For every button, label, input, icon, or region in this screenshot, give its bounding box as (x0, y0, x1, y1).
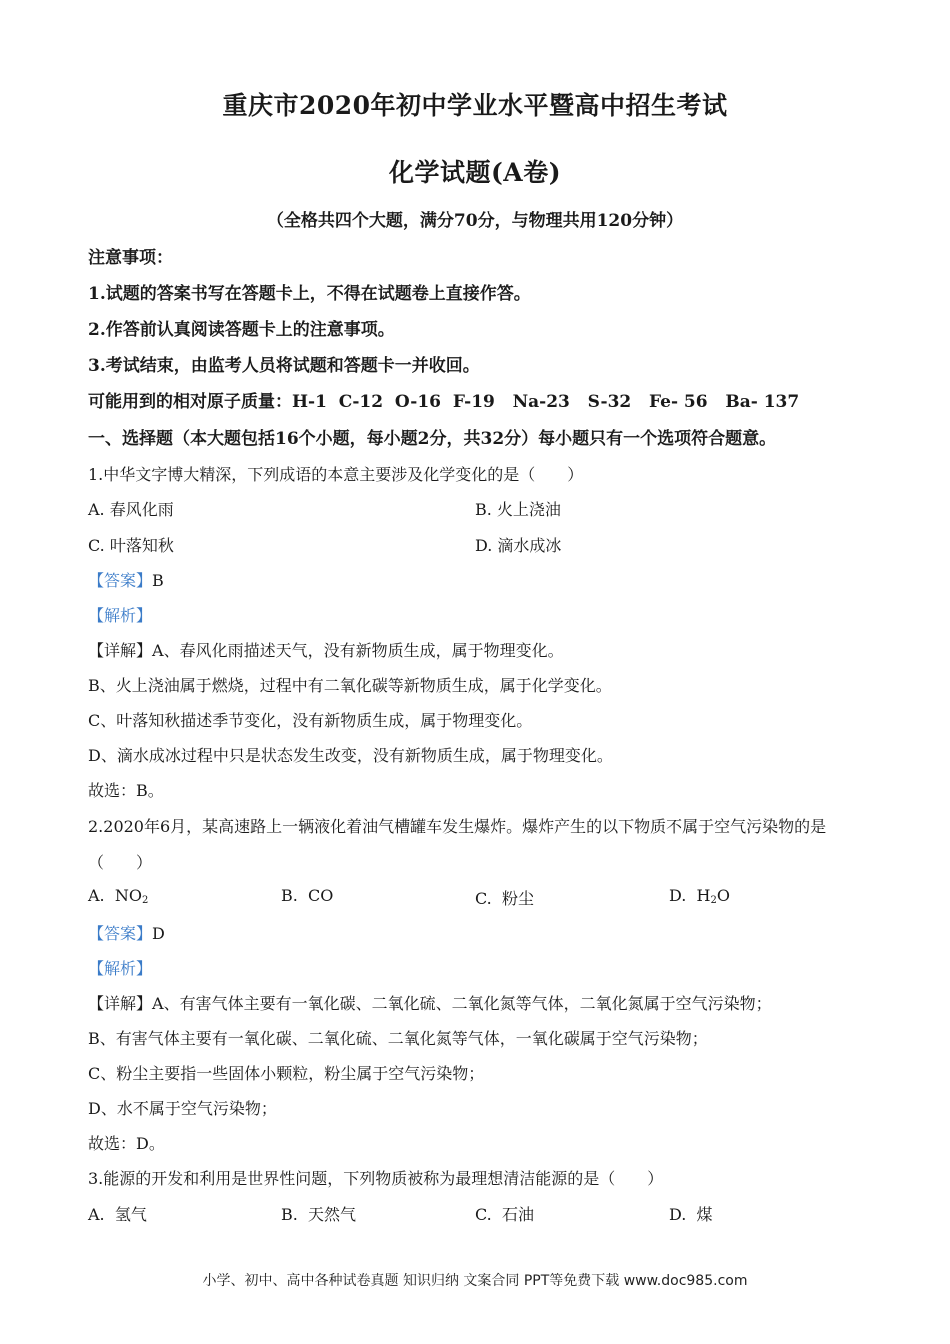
exam-subtitle: 化学试题(A卷) (388, 158, 562, 187)
answer-tag: 【答案】 (88, 571, 153, 590)
option-b: B. 火上浇油 (475, 500, 561, 519)
option-label: C. (475, 1205, 492, 1224)
answer-tag: 【答案】 (88, 924, 153, 943)
detail-line: 故选：B。 (88, 781, 164, 800)
question-stem-cont: （ ） (88, 853, 153, 872)
detail-line: C、叶落知秋描述季节变化，没有新物质生成，属于物理变化。 (88, 711, 533, 730)
option-c (475, 886, 534, 909)
analysis-tag: 【解析】 (88, 606, 153, 625)
option-d: D. 滴水成冰 (475, 536, 562, 555)
analysis-tag: 【解析】 (88, 959, 153, 978)
detail-line: B、有害气体主要有一氧化碳、二氧化硫、二氧化氮等气体，一氧化碳属于空气污染物； (88, 1029, 708, 1048)
detail-line: C、粉尘主要指一些固体小颗粒，粉尘属于空气污染物； (88, 1064, 485, 1083)
question-stem: 3.能源的开发和利用是世界性问题，下列物质被称为最理想清洁能源的是（ ） (88, 1169, 664, 1188)
option-label: C. (475, 889, 492, 908)
option-text: 氢气 (114, 1205, 147, 1224)
option-c: C. 叶落知秋 (88, 536, 174, 555)
detail-line: 故选：D。 (88, 1134, 165, 1153)
notice-item: 3.考试结束，由监考人员将试题和答题卡一并收回。 (88, 356, 480, 376)
detail-text: A、有害气体主要有一氧化碳、二氧化硫、二氧化氮等气体，二氧化氮属于空气污染物； (152, 994, 772, 1013)
option-label: A. (88, 1205, 105, 1224)
option-label: B. (281, 1205, 298, 1224)
detail-line: B、火上浇油属于燃烧，过程中有二氧化碳等新物质生成，属于化学变化。 (88, 676, 612, 695)
option-a (88, 886, 148, 906)
option-text: O (716, 886, 730, 905)
detail-line: D、滴水成冰过程中只是状态发生改变，没有新物质生成，属于物理变化。 (88, 746, 613, 765)
notice-heading: 注意事项： (88, 248, 173, 268)
exam-note: （全格共四个大题，满分70分，与物理共用120分钟） (266, 211, 684, 231)
option-label: D. (669, 886, 687, 905)
atomic-mass-line: 可能用到的相对原子质量：H-1 C-12 O-16 F-19 Na-23 S-32 Fe- 56 Ba- 137 (88, 392, 800, 412)
question-stem: 2.2020年6月，某高速路上一辆液化着油气槽罐车发生爆炸。爆炸产生的以下物质不属于空气污染物的是 (88, 817, 827, 836)
detail-tag: 【详解】 (88, 994, 153, 1013)
option-text: CO (308, 886, 334, 905)
exam-title: 重庆市2020年初中学业水平暨高中招生考试 (222, 91, 728, 120)
option-b (281, 1202, 356, 1225)
section-heading: 一、选择题（本大题包括16个小题，每小题2分，共32分）每小题只有一个选项符合题意。 (88, 429, 777, 449)
detail-line: D、水不属于空气污染物； (88, 1099, 277, 1118)
option-text: 石油 (501, 1205, 534, 1224)
detail-line (88, 638, 564, 661)
option-a: A. 春风化雨 (88, 500, 174, 519)
option-label: B. (281, 886, 298, 905)
answer-line (88, 921, 165, 944)
option-text: 煤 (696, 1205, 713, 1224)
option-d (669, 886, 730, 906)
notice-item: 2.作答前认真阅读答题卡上的注意事项。 (88, 320, 395, 340)
option-text: H (696, 886, 711, 905)
detail-line (88, 991, 772, 1014)
detail-text: A、春风化雨描述天气，没有新物质生成，属于物理变化。 (152, 641, 564, 660)
question-stem: 1.中华文字博大精深，下列成语的本意主要涉及化学变化的是（ ） (88, 465, 584, 484)
notice-item: 1.试题的答案书写在答题卡上，不得在试题卷上直接作答。 (88, 284, 531, 304)
option-text: 天然气 (308, 1205, 357, 1224)
option-text: NO (114, 886, 142, 905)
detail-tag: 【详解】 (88, 641, 153, 660)
subscript: 2 (141, 895, 149, 906)
page-footer: 小学、初中、高中各种试卷真题 知识归纳 文案合同 PPT等免费下载 www.doc985.com (202, 1273, 748, 1289)
subscript: 2 (710, 895, 717, 906)
answer-line (88, 568, 164, 591)
option-label: A. (88, 886, 105, 905)
option-text: 粉尘 (501, 889, 534, 908)
option-b (281, 886, 333, 905)
answer-value: D (152, 924, 165, 943)
option-c (475, 1202, 534, 1225)
answer-value: B (152, 571, 164, 590)
option-a (88, 1202, 147, 1225)
option-d (669, 1202, 713, 1225)
option-label: D. (669, 1205, 687, 1224)
